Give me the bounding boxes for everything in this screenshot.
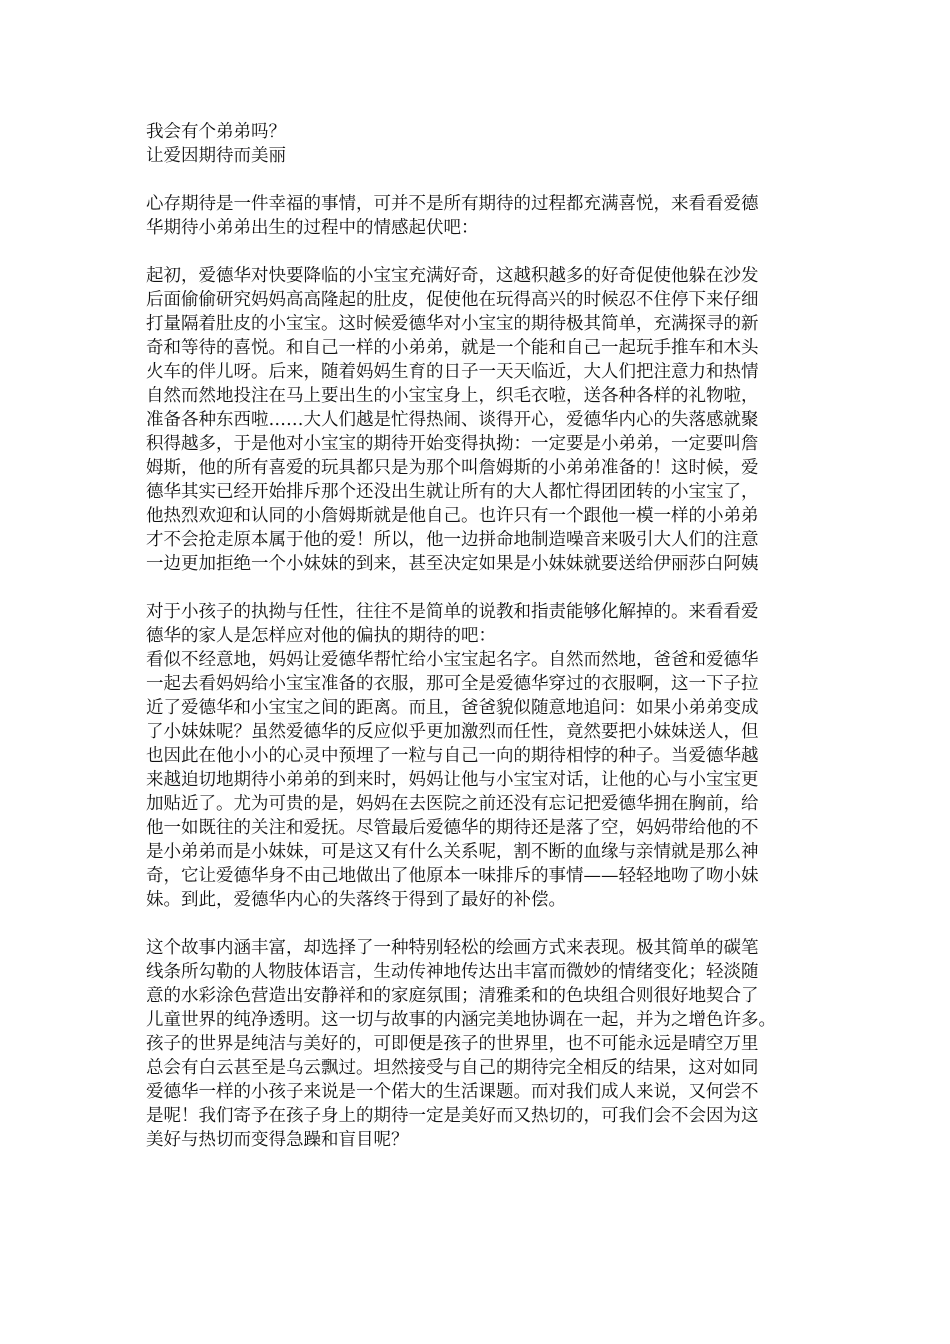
paragraph-line: 心存期待是一件幸福的事情，可并不是所有期待的过程都充满喜悦，来看看爱德 — [146, 194, 759, 214]
paragraph-line: 来越迫切地期待小弟弟的到来时，妈妈让他与小宝宝对话，让他的心与小宝宝更 — [146, 770, 759, 790]
paragraph-line: 奇，它让爱德华身不由己地做出了他原本一味排斥的事情——轻轻地吻了吻小妹 — [146, 866, 759, 886]
paragraph-line: 火车的伴儿呀。后来，随着妈妈生育的日子一天天临近，大人们把注意力和热情 — [146, 362, 759, 382]
paragraph-line: 爱德华一样的小孩子来说是一个偌大的生活课题。而对我们成人来说，又何尝不 — [146, 1082, 759, 1102]
paragraph-line: 了小妹妹呢？虽然爱德华的反应似乎更加激烈而任性，竟然要把小妹妹送人，但 — [146, 722, 759, 742]
paragraph-line: 美好与热切而变得急躁和盲目呢？ — [146, 1130, 409, 1150]
paragraph-line: 自然而然地投注在马上要出生的小宝宝身上，织毛衣啦，送各种各样的礼物啦， — [146, 386, 759, 406]
paragraph-3 — [146, 600, 806, 912]
spacer — [146, 576, 806, 600]
paragraph-line: 近了爱德华和小宝宝之间的距离。而且，爸爸貌似随意地追问：如果小弟弟变成 — [146, 698, 759, 718]
paragraph-line: 一边更加拒绝一个小妹妹的到来，甚至决定如果是小妹妹就要送给伊丽莎白阿姨 — [146, 554, 759, 574]
paragraph-line: 看似不经意地，妈妈让爱德华帮忙给小宝宝起名字。自然而然地，爸爸和爱德华 — [146, 650, 759, 670]
paragraph-line: 总会有白云甚至是乌云飘过。坦然接受与自己的期待完全相反的结果，这对如同 — [146, 1058, 759, 1078]
paragraph-line: 华期待小弟弟出生的过程中的情感起伏吧： — [146, 218, 479, 238]
paragraph-line: 儿童世界的纯净透明。这一切与故事的内涵完美地协调在一起，并为之增色许多。 — [146, 1010, 776, 1030]
paragraph-1 — [146, 192, 806, 240]
paragraph-line: 妹。到此，爱德华内心的失落终于得到了最好的补偿。 — [146, 890, 566, 910]
paragraph-line: 德华其实已经开始排斥那个还没出生就让所有的大人都忙得团团转的小宝宝了， — [146, 482, 759, 502]
paragraph-line: 是呢！我们寄予在孩子身上的期待一定是美好而又热切的，可我们会不会因为这 — [146, 1106, 759, 1126]
document-body — [146, 120, 806, 1152]
paragraph-line: 起初，爱德华对快要降临的小宝宝充满好奇，这越积越多的好奇促使他躲在沙发 — [146, 266, 759, 286]
spacer — [146, 912, 806, 936]
document-title: 我会有个弟弟吗？ — [146, 122, 286, 142]
paragraph-4 — [146, 936, 806, 1152]
spacer — [146, 240, 806, 264]
paragraph-line: 他热烈欢迎和认同的小詹姆斯就是他自己。也许只有一个跟他一模一样的小弟弟 — [146, 506, 759, 526]
paragraph-line: 对于小孩子的执拗与任性，往往不是简单的说教和指责能够化解掉的。来看看爱 — [146, 602, 759, 622]
paragraph-line: 德华的家人是怎样应对他的偏执的期待的吧： — [146, 626, 496, 646]
paragraph-line: 加贴近了。尤为可贵的是，妈妈在去医院之前还没有忘记把爱德华拥在胸前，给 — [146, 794, 759, 814]
paragraph-line: 是小弟弟而是小妹妹，可是这又有什么关系呢，割不断的血缘与亲情就是那么神 — [146, 842, 759, 862]
paragraph-line: 积得越多，于是他对小宝宝的期待开始变得执拗：一定要是小弟弟，一定要叫詹 — [146, 434, 759, 454]
paragraph-line: 打量隔着肚皮的小宝宝。这时候爱德华对小宝宝的期待极其简单，充满探寻的新 — [146, 314, 759, 334]
paragraph-line: 奇和等待的喜悦。和自己一样的小弟弟，就是一个能和自己一起玩手推车和木头 — [146, 338, 759, 358]
paragraph-line: 后面偷偷研究妈妈高高隆起的肚皮，促使他在玩得高兴的时候忍不住停下来仔细 — [146, 290, 759, 310]
paragraph-line: 姆斯，他的所有喜爱的玩具都只是为那个叫詹姆斯的小弟弟准备的！这时候，爱 — [146, 458, 759, 478]
paragraph-line: 这个故事内涵丰富，却选择了一种特别轻松的绘画方式来表现。极其简单的碳笔 — [146, 938, 759, 958]
paragraph-line: 一起去看妈妈给小宝宝准备的衣服，那可全是爱德华穿过的衣服啊，这一下子拉 — [146, 674, 759, 694]
paragraph-line: 也因此在他小小的心灵中预埋了一粒与自己一向的期待相悖的种子。当爱德华越 — [146, 746, 759, 766]
paragraph-line: 他一如既往的关注和爱抚。尽管最后爱德华的期待还是落了空，妈妈带给他的不 — [146, 818, 759, 838]
paragraph-line: 才不会抢走原本属于他的爱！所以，他一边拼命地制造噪音来吸引大人们的注意 — [146, 530, 759, 550]
paragraph-line: 准备各种东西啦……大人们越是忙得热闹、谈得开心，爱德华内心的失落感就聚 — [146, 410, 759, 430]
document-subtitle: 让爱因期待而美丽 — [146, 146, 286, 166]
paragraph-line: 线条所勾勒的人物肢体语言，生动传神地传达出丰富而微妙的情绪变化；轻淡随 — [146, 962, 759, 982]
spacer — [146, 168, 806, 192]
paragraph-2 — [146, 264, 806, 576]
paragraph-line: 孩子的世界是纯洁与美好的，可即便是孩子的世界里，也不可能永远是晴空万里 — [146, 1034, 759, 1054]
paragraph-line: 意的水彩涂色营造出安静祥和的家庭氛围；清雅柔和的色块组合则很好地契合了 — [146, 986, 759, 1006]
